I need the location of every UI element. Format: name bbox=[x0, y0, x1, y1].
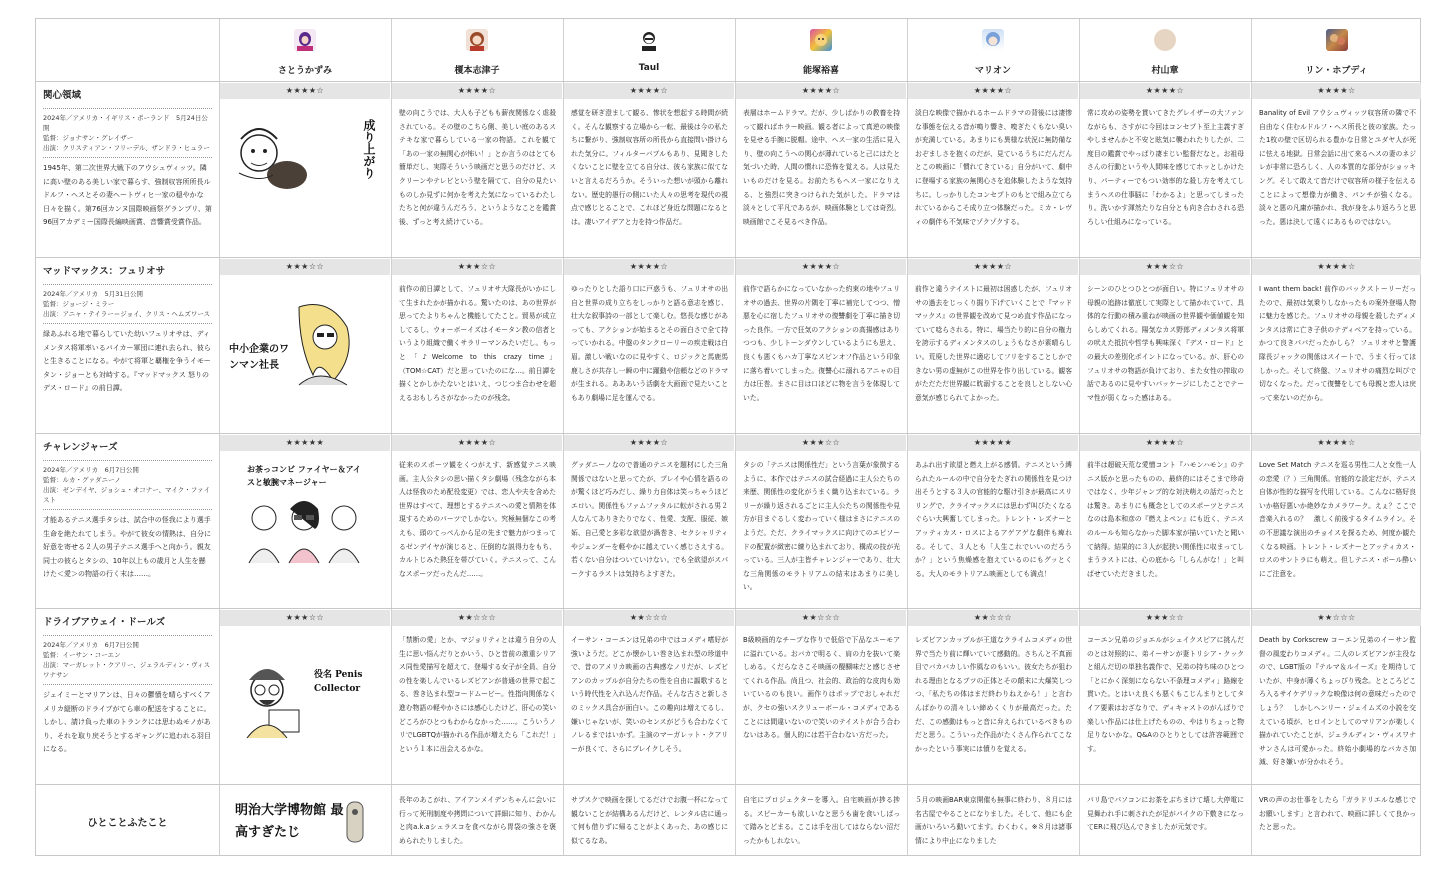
rating-stars: ★★★★★ bbox=[908, 435, 1078, 451]
illustration bbox=[229, 638, 384, 774]
critic-name: さとうかずみ bbox=[277, 66, 332, 76]
rating-stars: ★★★★☆ bbox=[1080, 83, 1250, 99]
movie-meta: 2024年／アメリカ 5月31日公開 bbox=[43, 290, 143, 298]
rating-stars: ★★★★☆ bbox=[1252, 435, 1421, 451]
movie-meta: 出演：クリスティアン・フリーデル、ザンドラ・ヒュラー bbox=[43, 144, 210, 152]
rating-stars: ★★★☆☆ bbox=[1080, 610, 1250, 626]
rating-stars: ★★☆☆☆ bbox=[392, 610, 562, 626]
footer-comment: VRの声のお仕事をしたら「ガラドリエルな感じでお願いします」と言われて、映画に詳しくて良かったと思った。 bbox=[1259, 796, 1416, 832]
movie-info bbox=[36, 258, 219, 433]
review-text: Love Set Match テニスを巡る男性二人と女性一人の恋愛（？）三角関係。官能的な設定だが、テニス自体が性的な描写を代用している。こんなに格好良いか格好悪いか絶妙なカメラワーク。えぇ？ここで音楽入れるの？ 激しく前後するタイムライン。その不思議な演出のチョイスを探るため、何度か観たくなる映画。トレント・レズナーとアッティカス・ロスのサントラにも萌え。但しテニス・ボール酔いにご注意を。 bbox=[1259, 461, 1416, 578]
review-text: 淡白な映像で描かれるホームドラマの背後には凄惨な事態を伝える音が鳴り響き、嗅ぎたくもない臭いが充満している。あまりにも異様な状況に無防備なおぞましさを抱くのだが、見ているうちにだんだんとこの映画に「慣れてきている」自分がいて、劇中に登場する家族の無関心さを追体験したような気持ちに。しっかりしたコンセプトのもとで組み立てられているからこそ成り立つ体験だった。ミカ・レヴィの劇伴も不気味でゾクゾクする。 bbox=[915, 109, 1072, 226]
review-text: 前作で語らかになっていなかった約束の地やフュリオサの過去、世界の片隅を丁寧に補完してつつ、憎悪を心に宿したフュリオサの復讐劇を丁寧に描き切った良作。一方で狂気のアクションの高揚感はありつつも、少しトーンダウンしているようにも思え、良くも悪くもハカ丁寧なスピンオフ作品という印象に落ち着いてしまった。復讐心に溺れるアニャの目力は圧巻。まさに目は口ほどに物を言うを体現していた。 bbox=[743, 285, 900, 402]
review-text: Death by Corkscrew コーエン兄弟のイーサン監督の風変わりコメディ。二人のレズビアンが主役なので、LGBT版の『テルマ＆ルイーズ』を期待していたが、中身が薄くちょっぴり残念。とところどころ入るサイケデリックな映像は何の意味だったのでしょう？ しかしヘンリー・ジェイムズの小説を交えている頃が、ヒロインとしてのマリアンが楽しく描かれていたことが、ジェラルディン・ヴィスワナサンさんは可愛かった。終始小劇場的なバカさ加減、好き嫌いが分かれそう。 bbox=[1259, 636, 1416, 767]
woman-brown-hair-icon bbox=[466, 29, 488, 51]
review-text: I want them back! 前作のバックストーリーだったので、最初は気乗りしなかったもの案外登場人物に魅力を感じた。フュリオサの母親を殺したディメンタスは常に亡き子供のテディベアを持っている。かつて良きパパだったかしら？ フュリオサと警護隊長ジャックの関係はスイートで、うまく行ってほしかった。そして終盤、フュリオサの痛烈な叫びで切なくなった。だって復讐をしても母親と恋人は戻って来ないのだから。 bbox=[1259, 285, 1416, 402]
movie-title: チャレンジャーズ bbox=[43, 442, 118, 453]
review-text: イーサン・コーエンは兄弟の中ではコメディ嗜好が強いようだ。どこか懐かしい巻き込まれ型の珍道中で、昔のアメリカ映画の古典感なノリだが、レズビアンのカップルが自分たちの性を自由に謳歌するという時代性を入れ込んだ作品。そんな古さと新しさのミックス具合が面白い。この趣向は増えてるし、嫌いじゃないが、笑いのセンスがどうも合わなくてノレるまではいかず。主演のマーガレット・クアリーが良くて、さらにブレイクしそう。 bbox=[571, 636, 728, 753]
critic-name: Taul bbox=[638, 63, 660, 73]
rating-stars: ★★★☆☆ bbox=[736, 435, 906, 451]
movie-title: ドライブアウェイ・ドールズ bbox=[43, 617, 166, 628]
woman-purple-hair-icon bbox=[294, 29, 316, 51]
illustration-caption: お茶っコンビ ファイヤー＆アイスと敏腕マネージャー bbox=[247, 464, 361, 487]
dotted-divider bbox=[43, 509, 212, 510]
man-glasses-icon bbox=[638, 29, 660, 51]
illustration bbox=[229, 463, 384, 598]
critic-header bbox=[735, 19, 907, 81]
review-text: 「禁断の愛」とか、マジョリティとは違う自分の人生に思い悩んだりとかいう、ひと昔前の激重シリアス同性愛描写を超えて、登場する女子が全員、自分の性を楽しんでいるレズビアンが普通の世界で起こる、巻き込まれ型コードムービー。性指向関係なく進む物語の軽やかさには感心したけど、肝心の笑いどころがひとつもわからなかった……。こういうノリでLGBTQが描かれる作品が増えたら「これだ！」という１本に出会えるかな。 bbox=[399, 636, 556, 753]
review-text: 壁の向こうでは、大人も子どもも薪夜関係なく虐殺されている。その壁のこちら側、美しい庭のあるステキな家で暮らしている一家の物語。これを観て「あの一家の無関心が怖い！」とか言うのはとても簡単だし、実際そういう映画だと思うのだけど、スクリーンやテレビという壁を隔てて、自分の見たいものしか見ずに何かを考えた気になっているわたしたちと何が違うんだろう、というようなことを鑑賞後、ずっと考え続けている。 bbox=[399, 109, 556, 226]
illustration bbox=[229, 287, 384, 423]
illustration-caption: 中小企業のワンマン社長 bbox=[229, 344, 289, 371]
movie-meta: 出演：マーガレット・クアリー、ジェラルディン・ヴィスワナサン bbox=[43, 661, 211, 679]
review-text: 常に攻めの姿勢を貫いてきたグレイザーの大ファンながらも、さすがに今回はコンセプト至上主義すぎやしませんかと不安と眩気に襲われたりしたが、二度目の鑑賞でやっぱり凄まじい監督だなと。お祖母さんの行動というや人間味を感じてホッとしかけたり、パーティーでもつい効率的な殺し方を考えてしまうヘスの仕事脳に「わかるよ」と思ってしまったり。洗いかす渾然たりな自分とも向き合わされる恐ろしい仕組みになっている。 bbox=[1087, 109, 1244, 226]
illustration-caption: 成り上がり bbox=[362, 119, 376, 179]
rating-stars: ★★★☆☆ bbox=[1080, 259, 1250, 275]
rating-stars: ★★★★☆ bbox=[908, 259, 1078, 275]
footer-label: ひとことふたこと bbox=[87, 818, 168, 829]
footer-comment: パリ島でパソコンにお茶をぶちまけて壊し大停電に見舞われ手に刺されたが足がパイクの下敷きになってERに飛び込んできましたが元気です。 bbox=[1087, 796, 1244, 832]
critic-name: リン・ホブディ bbox=[1305, 66, 1368, 76]
critic-name: 榎本志津子 bbox=[454, 66, 500, 76]
critic-header bbox=[1251, 19, 1422, 81]
rating-stars: ★★★☆☆ bbox=[392, 259, 562, 275]
movie-synopsis: 才能あるテニス選手タシは、試合中の怪我により選手生命を絶たれてしまう。やがて彼女の情熱は、自分に好意を寄せる２人の男子テニス選手へと向かう。親友同士の彼らとタシの、10年以上もの歳月と人生を懸けた＜愛＞の物語の行く末は……。 bbox=[43, 516, 211, 578]
colorful-art-icon bbox=[810, 29, 832, 51]
dotted-divider bbox=[43, 684, 212, 685]
critic-header bbox=[219, 19, 391, 81]
footer-comment: 長年のあこがれ、アイアンメイデンちゃんに会いに行って死刑制度や拷問について詳細に知り、わかんと肉a.k.aシュラスコを食べながら胃袋の強さを褒められたりしました。 bbox=[399, 796, 556, 845]
rating-stars: ★★★★☆ bbox=[564, 435, 734, 451]
movie-meta: 監督：イーサン・コーエン bbox=[43, 651, 121, 659]
rating-stars: ★★★★☆ bbox=[564, 259, 734, 275]
dotted-divider bbox=[43, 157, 212, 158]
critic-name: マリオン bbox=[975, 66, 1011, 76]
rating-stars: ★★☆☆☆ bbox=[736, 610, 906, 626]
review-text: B級映画的なチープな作りで低俗で下品なユーモアに溢れている。おバカで明るく、肩の力を抜いて楽しめる。くだらなさこそ映画の醍醐味だと感じさせてくれる作品。尚且つ、社会的、政治的な皮肉も効いているのも良い。画作りはポップでおしゃれだが、クセの強いスクリューボール・コメディであることには間違いないので笑いのテイストが合う合わないはある。個人的には若干合わない方だった。 bbox=[743, 636, 900, 740]
review-text: 表層はホームドラマ。だが、少しばかりの教養を持って観ればホラー映画。観る者によって真逆の映像を見せる手腕に脱帽。途中、ヘス一家の生活に見入り、壁の向こうへの関心が薄れていると己にはたと気づいた時、人間の慣れに恐怖を覚える。人は見たいものだけを見る。お前たちもヘス一家になりえる、と強烈に突きつけられた気がした。ドラマは淡々として平凡であるが、映画体験としては奇烈。映画館でこそ見るべき作品。 bbox=[743, 109, 900, 226]
rating-stars: ★★★★☆ bbox=[908, 83, 1078, 99]
rating-stars: ★★★★☆ bbox=[220, 83, 390, 99]
illustration-caption: 役名 Penis Collector bbox=[314, 670, 363, 694]
movie-meta: 2024年／アメリカ・イギリス・ポーランド 5月24日公開 bbox=[43, 114, 208, 132]
movie-meta: 2024年／アメリカ 6月7日公開 bbox=[43, 466, 139, 474]
rating-stars: ★★★★☆ bbox=[392, 83, 562, 99]
rating-stars: ★★★★☆ bbox=[1080, 435, 1250, 451]
movie-synopsis: ジェイミーとマリアンは、日々の鬱憤を晴らすべくアメリカ縦断のドライブがてら車の配送をすることに。しかし、請け負った車のトランクには思わぬモノがあり、それを取り戻そうとするギャングに追われる羽目になる。 bbox=[43, 691, 211, 753]
movie-meta: 監督：ジョージ・ミラー bbox=[43, 300, 115, 308]
dotted-divider bbox=[43, 323, 212, 324]
critic-name: 能塚裕喜 bbox=[802, 66, 839, 76]
movie-info bbox=[36, 434, 219, 608]
blank-face-icon bbox=[1154, 29, 1176, 51]
review-text: 前作の前日譚として、フュリオサ大隊長がいかにして生まれたかが描かれる。驚いたのは、あの世界が思ってたよりちゃんと機能してたこと。貿易が成立してるし、ウォーボーイズはイモータン教の信者というより組織で働くサラリーマンみたいだし。もっと「♪Welcome to this crazy time」（TOM☆CAT）だと思っていたのにな…。前日譚を描くとかしかたないとはいえ、つじつま合わせを超えるおもしろさがなかったのが残念。 bbox=[399, 285, 556, 402]
dotted-divider bbox=[43, 108, 212, 109]
blue-hair-character-icon bbox=[982, 29, 1004, 51]
review-text: Banality of Evil アウシュヴィッツ収容所の隣で不自由なく住むルドルフ・ヘス所長と彼の家族。たった1枚の壁で区切られる豊かな日常とユダヤ人が死に怯える地獄。日常会話に出て来るヘスの妻のネジレが非常に恐ろしく、人の本質的な部分がショッキング。そして敢えて音だけで収容所の様子を伝えることによって想像力が働き、パンチが強くなる。淡々と悪の凡庸が描かれ、我が身をふり返ろうと思った。悪は決して遠くにあるものではない。 bbox=[1259, 109, 1416, 226]
illustration bbox=[229, 111, 384, 247]
review-text: 従来のスポーツ観をくつがえす、新感覚テニス映画。主人公タシの思い描くタシ劇場（残念ながら本人は怪我のため配役変更）では、恋人や夫を含めた世界はすべて、理想とするテニスへの愛と情熱を体現するためのパーツでしかない。究極無個なこの考えも、頭のてっぺんから足の先まで魅力がつまってるゼンデイヤが演じると、圧倒的な説得力をもち、カルトじみた熱狂を帯びていく。テニスって、こんなスポーツだったんだ……。 bbox=[399, 461, 556, 578]
row-divider bbox=[36, 784, 1420, 785]
rating-stars: ★★☆☆☆ bbox=[1252, 610, 1421, 626]
rating-stars: ★★★★☆ bbox=[736, 259, 906, 275]
review-table bbox=[35, 18, 1421, 856]
rating-stars: ★★★★☆ bbox=[1252, 83, 1421, 99]
rating-stars: ★★★★☆ bbox=[564, 83, 734, 99]
movie-meta: 2024年／アメリカ 6月7日公開 bbox=[43, 641, 139, 649]
review-text: 前半は超破天荒な愛憎コント『ハモンハモン』のテニス版かと思ったものの、最終的にはそこまで珍奇ではなく、少年ジャンプ的な対決萌えの話だったとは驚き。あまりにも概念としてのスポーツとテニスなのは島本和彦の『燃えよペン』にも近く、テニスのルールも知らなかった脚本家が描いていたと聞いて納得。結果的に３人が起狭い関係性に収まってしまうラストには、心の底から「しらんがな！」と叫ばせていただきました。 bbox=[1087, 461, 1244, 578]
critic-header bbox=[391, 19, 563, 81]
dotted-divider bbox=[43, 284, 212, 285]
dotted-divider bbox=[43, 635, 212, 636]
footer-caption: 明治大学博物館 最高すぎたじ bbox=[235, 803, 344, 840]
vintage-art-icon bbox=[1326, 29, 1348, 51]
review-text: ゆったりとした語り口に戸惑うも、フュリオサの出自と世界の成り立ちをしっかりと語る意志を感じ、壮大な叙事詩の一部として楽しむ。悠長な感じがあっても、アクションが始まるとその面白さで全て持っていかれる。中盤のタンクローリーの疾走戦は白眉。激しい戦いなのに見やすく、ロジックと馬鹿馬鹿しさが共存し一瞬の中に躍動や信頼などのドラマが生まれる。あああいう活劇を大画面で見たいこともあり劇場に足を運んでる。 bbox=[571, 285, 728, 402]
critic-header bbox=[1079, 19, 1251, 81]
movie-info bbox=[36, 609, 219, 784]
footer-comment: 自宅にプロジェクターを導入。自宅映画が捗る捗る。スピーカーも欲しいなと思うも歯を食いしばって踏みとどまる。ここは手を出してはならない沼だったかもしれない。 bbox=[743, 796, 900, 845]
footer-comment: サブスクで映画を探してるだけでお腹一杯になって観ないことが結構あるんだけど、レンタル店に通って何も借りずに帰ることがよくあった、あの感じに似てるなあ。 bbox=[571, 796, 728, 845]
movie-meta: 監督：ルカ・グァダニーノ bbox=[43, 476, 121, 484]
movie-meta: 出演：ゼンデイヤ、ジョシュ・オコナー、マイク・ファイスト bbox=[43, 486, 211, 504]
rating-stars: ★★★☆☆ bbox=[220, 259, 390, 275]
movie-info bbox=[36, 82, 219, 257]
rating-stars: ★★★★☆ bbox=[392, 435, 562, 451]
movie-title: 関心領域 bbox=[43, 90, 82, 101]
review-text: タシの「テニスは関係性だ」という言葉が象徴するように、本作ではテニスの試合経過に主人公たちの来歴、関係性の変化がうまく織り込まれている。ラリーが繰り返されるごとに主人公たちの関係性や見方が目まぐるしく変わっていく様はまさにテニスのようだ。ただ、クライマックスに向けてのエピソードの配置が緻密に練り込まれており、構成の技が光っている。三人が主皆チャレンジャーであり、壮大な三角関係のモラトリアムの結末はあまりに美しい。 bbox=[743, 461, 900, 592]
footer-comment: ５月の映画BAR東京開催も無事に終わり、８月には名古屋でやることになりました。そして、他にも企画がいろいろ動いてます。わくわく。※８月は諸事情により中止になりました bbox=[915, 796, 1072, 845]
critic-name: 村山章 bbox=[1151, 66, 1179, 76]
review-text: シーンのひとつひとつが面白い。特にフュリオサの母親の追跡は徹底して実際として描かれていて、具体的な行動の積み重ねが映画の世界観や価値観を知らしめてくれる。陽気なカス野郎ディメンタス将軍の吠えた抵抗や哲学も興味深く『デス・ロード』との最大の差別化ポイントになっている。が、肝心のフュリオサの物語が負けており、また女性の搾取の話であるのに見やすいパッケージにしたことでテーマ性が弱くなった感はある。 bbox=[1087, 285, 1244, 402]
movie-meta: 監督：ジョナサン・グレイザー bbox=[43, 134, 134, 142]
critic-header bbox=[907, 19, 1079, 81]
rating-stars: ★★☆☆☆ bbox=[908, 610, 1078, 626]
rating-stars: ★★★★☆ bbox=[1252, 259, 1421, 275]
row-divider bbox=[36, 257, 1420, 258]
dotted-divider bbox=[43, 460, 212, 461]
review-text: 感覚を研ぎ澄まして観る、惨状を想起する時間が続く。そんな観察する立場から一転、最後は今の私たちに繋がり、強制収容所の所長から直接問い掛けられた気分に。フィルターバブルもあり、見聞きしたくないことに壁を立てる自分は、彼ら家族に似てないと言えるだろうか。そういった想いが頭から離れない。歴史的愚行の側にいた人々の思考を現代の視点で感じとることで、これほど身近な問題になるとは。凄いアイデアと力を持つ作品だ。 bbox=[571, 109, 728, 226]
row-divider bbox=[36, 608, 1420, 609]
movie-synopsis: 1945年、第二次世界大戦下のアウシュヴィッツ。隣に高い壁のある美しい家で暮らす、強制収容所所長ルドルフ・ヘスとその妻ヘートヴィヒ一家の穏やかな日々を描く。第76回カンヌ国際映画祭グランプリ、第96回アカデミー国際長編映画賞、音響賞受賞作品。 bbox=[43, 164, 212, 226]
movie-synopsis: 緑あふれる地で暮らしていた幼いフュリオサは、ディメンタス将軍率いるバイカー軍団に連れ去られ、彼らと生きることになる。やがて将軍と覇権を争うイモータン・ジョーとも対峙する。『マッドマックス 怒りのデス・ロード』の前日譚。 bbox=[43, 330, 211, 392]
review-text: コーエン兄弟のジョエルがシェイクスピアに挑んだのとは対照的に、弟イーサンが妻トリシア・クックと組んだ切の単独名義作で、兄弟の持ち味のひとつ「とにかく深刻にならない不条理コメディ」路線を貫いた。とはいえ良くも悪くもこじんまりとしてタイア要素はおざなりで、ディキャストのがんばりで楽しい作品には仕上げたものの、やはりちょっと物足りないかな。Q&Aのひとりとしては許容範囲です。 bbox=[1087, 636, 1244, 753]
review-text: 前作と違うテイストに最初は困惑したが、フュリオサの過去をじっくり掘り下げていくことで『マッドマックス』の世界観を改めて見つめ直す作品になっていて唸らされる。特に、場当たり的に自分の権力を誇示するディメンタスのしょうもなさが素晴らしい。荒廃した世界に適応してフリをすることしかできない男の虚無がこの世界を作り出している。観客がただただ世界観に眈溺することを良しとしない心意気が感じられてよかった。 bbox=[915, 285, 1072, 402]
movie-meta: 出演：アニャ・テイラー＝ジョイ、クリス・ヘムズワース bbox=[43, 310, 211, 318]
rating-stars: ★★★☆☆ bbox=[220, 610, 390, 626]
review-text: レズビアンカップルが王道なクライムコメディの世界で当たり前に輝いていて感動的。さちんと不真面目でバカバカしい作風なのもいい。彼女たちが狙われる理由となるブツの正体とその顛末に大爆笑しつつ、「私たちの体はまだ終わりねえから！」と言わんばかりの清々しい締めくくりが最高だった。ただ、この感動はもっと音に弁えられているべきものだと思う。こういった作品がたくさん作られてこなかったという事実には憤りを覚える。 bbox=[915, 636, 1072, 753]
review-text: グァダニーノなので普通のテニスを題材にした三角関係ではないと思ってたが、プレイや心情を語るのが驚くほど巧みだし、繰り力自体は笑っちゃうほどエロい。関係性もファムファタルに転がされる男２人なんてありきたりでなく、性愛、支配、服従、嫉妬、自己愛と多彩な欲望が渦巻き、セクシャリティやジェンダーを軽やかに越えていく感じさえする。若くない自分はついていけない。でも全欲望がスパークするラストは気持ちよすぎた。 bbox=[571, 461, 728, 578]
footer-illustration bbox=[229, 794, 384, 854]
movie-title: マッドマックス：フュリオサ bbox=[43, 266, 166, 277]
rating-stars: ★★☆☆☆ bbox=[564, 610, 734, 626]
row-divider bbox=[36, 433, 1420, 434]
row-divider bbox=[36, 81, 1420, 82]
rating-stars: ★★★★☆ bbox=[736, 83, 906, 99]
critic-header bbox=[563, 19, 735, 81]
rating-stars: ★★★★★ bbox=[220, 435, 390, 451]
review-text: あふれ出す欲望と燃え上がる感情。テニスという縛られたルールの中で自分をたぎれの関係性を見つけ出そうとする３人の官能的な駆け引きが最高にスリリングで、クライマックスには思わず叫びたくなるぐらい大興奮してしまった。トレント・レズナーとアッティカス・ロスによるアゲアゲな劇伴も痺れる。そして、３人とも「人生これでいいのだろうか？」という焦燥感を抱えているのにもグッとくる。大人のモラトリアム映画としても満点！ bbox=[915, 461, 1072, 578]
